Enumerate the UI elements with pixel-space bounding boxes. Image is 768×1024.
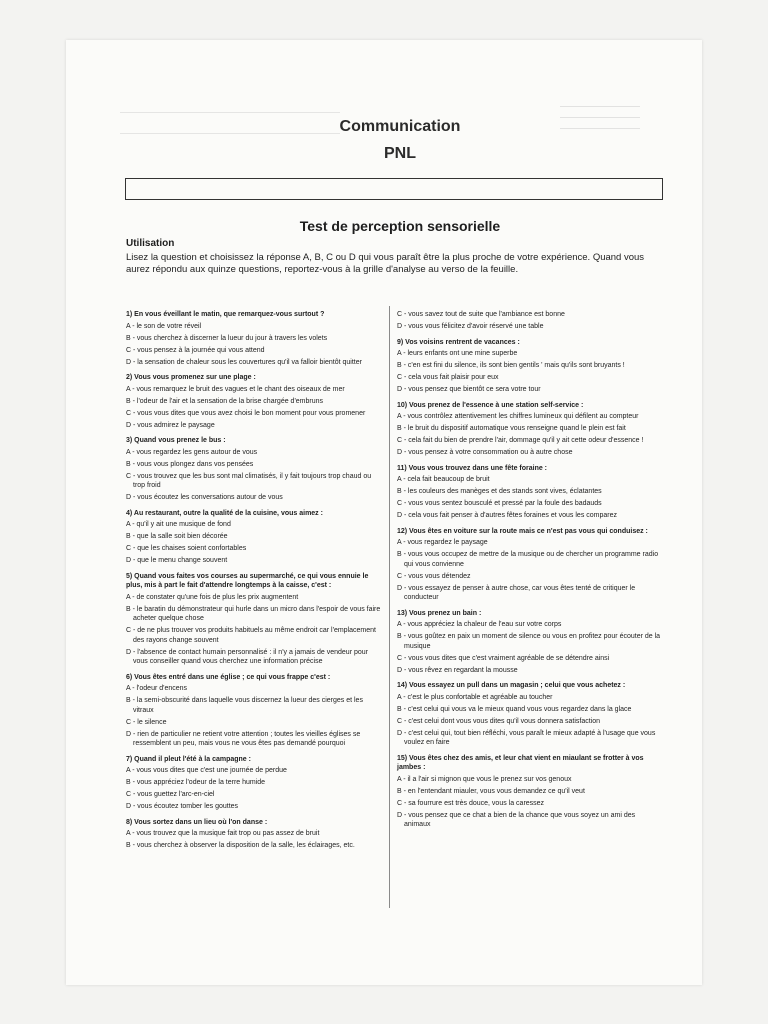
- question-title: 7) Quand il pleut l'été à la campagne :: [126, 755, 251, 763]
- question-title: 14) Vous essayez un pull dans un magasin ; celui que vous achetez :: [397, 682, 626, 689]
- answer-option: A - vous contrôlez attentivement les chiffres lumineux qui défilent au compteur: [397, 413, 639, 420]
- question-title: 9) Vos voisins rentrent de vacances :: [397, 338, 520, 346]
- answer-option: A - vous regardez les gens autour de vous: [126, 448, 258, 456]
- question-title: 6) Vous êtes entré dans une église ; ce qui vous frappe c'est :: [126, 673, 331, 681]
- answer-option: B - vous vous occupez de mettre de la musique ou de chercher un programme radio qui vous convienne: [397, 551, 659, 568]
- answer-option: C - vous vous dites que c'est vraiment agréable de se détendre ainsi: [397, 654, 610, 662]
- question-block: [397, 401, 663, 458]
- answer-option: B - le baratin du démonstrateur qui hurle dans un micro dans l'espoir de vous faire acheter quelque chose: [126, 605, 381, 622]
- question-title: 8) Vous sortez dans un lieu où l'on danse :: [126, 818, 268, 826]
- answer-option: D - que le menu change souvent: [126, 557, 228, 564]
- answer-option: B - vous vous plongez dans vos pensées: [126, 460, 254, 468]
- answer-option: C - cela fait du bien de prendre l'air, dommage qu'il y ait cette odeur d'essence !: [397, 437, 644, 444]
- usage-instructions: Lisez la question et choisissez la réponse A, B, C ou D qui vous paraît être la plus proche de votre expérience. Quand vous aurez répondu aux quinze questions, reportez-vous à la grille d'analyse au verso de la feuille.: [126, 252, 645, 275]
- question-title: 2) Vous vous promenez sur une plage :: [126, 374, 256, 381]
- answer-option: D - c'est celui qui, tout bien réfléchi, vous paraît le mieux adapté à l'usage que vous voulez en faire: [397, 729, 656, 746]
- answer-option: C - vous vous détendez: [397, 572, 471, 580]
- question-block: [397, 527, 663, 603]
- question-title: 4) Au restaurant, outre la qualité de la cuisine, vous aimez :: [126, 509, 323, 517]
- document-title: Communication: [339, 118, 461, 135]
- answer-option: D - vous écoutez les conversations autour de vous: [126, 494, 283, 501]
- question-title: 5) Quand vous faites vos courses au supermarché, ce qui vous ennuie le plus, mis à part le fait d'attendre longtemps à la caisse, c'est :: [126, 572, 369, 589]
- question-block: [126, 673, 381, 749]
- answer-option: B - la semi-obscurité dans laquelle vous discernez la lueur des cierges et les vitraux: [126, 697, 363, 714]
- question-block: [126, 436, 381, 503]
- answer-option: C - de ne plus trouver vos produits habituels au même endroit car l'emplacement des rayons change souvent: [126, 627, 376, 644]
- answer-option: A - il a l'air si mignon que vous le prenez sur vos genoux: [397, 775, 572, 783]
- answer-option: C - vous vous sentez bousculé et pressé par la foule des badauds: [397, 500, 602, 507]
- answer-option: C - vous guettez l'arc-en-ciel: [126, 791, 215, 798]
- answer-option: B - vous cherchez à observer la disposition de la salle, les éclairages, etc.: [126, 842, 355, 849]
- answer-option: C - vous trouvez que les bus sont mal climatisés, il y fait toujours trop chaud ou trop froid: [126, 472, 372, 489]
- answer-option: C - sa fourrure est très douce, vous la caressez: [397, 799, 545, 807]
- answer-option: B - c'en est fini du silence, ils sont bien gentils ' mais qu'ils sont bruyants !: [397, 362, 625, 369]
- answer-option: B - vous cherchez à discerner la lueur du jour à travers les volets: [126, 334, 328, 342]
- answer-option: B - c'est celui qui vous va le mieux quand vous vous regardez dans la glace: [397, 705, 632, 713]
- answer-option: A - vous trouvez que la musique fait trop ou pas assez de bruit: [126, 830, 320, 837]
- question-block: [397, 464, 663, 521]
- document-subtitle: PNL: [384, 145, 416, 162]
- answer-option: A - vous vous dites que c'est une journée de perdue: [126, 767, 287, 774]
- answer-option: A - leurs enfants ont une mine superbe: [397, 350, 518, 357]
- question-block: [126, 509, 381, 566]
- column-divider: [389, 306, 390, 908]
- answer-option: D - rien de particulier ne retient votre attention ; toutes les vieilles églises se ressemblent un peu, mais vous ne vous êtes pas demandé pourquoi: [126, 730, 361, 747]
- answer-option: C - vous vous dites que vous avez choisi le bon moment pour vous promener: [126, 409, 366, 417]
- answer-option: A - vous remarquez le bruit des vagues et le chant des oiseaux de mer: [126, 385, 345, 393]
- answer-option: D - vous pensez que ce chat a bien de la chance que vous soyez un ami des animaux: [397, 811, 636, 828]
- answer-option: D - vous essayez de penser à autre chose, car vous êtes tenté de critiquer le conducteur: [397, 584, 636, 601]
- answer-option: D - vous vous félicitez d'avoir réservé une table: [397, 323, 544, 330]
- answer-option: A - l'odeur d'encens: [126, 685, 188, 692]
- answer-option: D - vous admirez le paysage: [126, 421, 215, 429]
- bleed-through-marks: [560, 100, 640, 129]
- question-title: 1) En vous éveillant le matin, que remarquez-vous surtout ?: [126, 311, 325, 318]
- answer-option: B - vous goûtez en paix un moment de silence ou vous en profitez pour écouter de la musique: [397, 633, 661, 650]
- test-title: Test de perception sensorielle: [299, 218, 501, 234]
- answer-option: A - cela fait beaucoup de bruit: [397, 476, 490, 483]
- answer-option: D - l'absence de contact humain personnalisé : il n'y a jamais de vendeur pour vous conseiller quand vous cherchez une information précise: [126, 648, 368, 665]
- answer-option: B - les couleurs des manèges et des stands sont vives, éclatantes: [397, 488, 602, 495]
- questions-right-column: [397, 310, 663, 836]
- answer-option: A - vous regardez le paysage: [397, 539, 488, 546]
- question-block: [397, 338, 663, 395]
- usage-heading: Utilisation: [126, 238, 175, 249]
- answer-option: C - que les chaises soient confortables: [126, 545, 247, 552]
- name-box: [125, 178, 663, 200]
- answer-option: D - vous pensez à votre consommation ou à autre chose: [397, 449, 573, 456]
- answer-option: A - c'est le plus confortable et agréable au toucher: [397, 693, 553, 701]
- answer-option: A - vous appréciez la chaleur de l'eau sur votre corps: [397, 621, 562, 628]
- question-title: 3) Quand vous prenez le bus :: [126, 437, 226, 444]
- answer-option: A - le son de votre réveil: [126, 322, 202, 330]
- question-block: [397, 609, 663, 676]
- answer-option: D - cela vous fait penser à d'autres fêtes foraines et vous les comparez: [397, 512, 618, 519]
- question-block: [126, 310, 381, 367]
- answer-option: B - le bruit du dispositif automatique vous renseigne quand le plein est fait: [397, 425, 626, 432]
- question-title: 11) Vous vous trouvez dans une fête foraine :: [397, 464, 548, 472]
- question-block: [397, 310, 663, 332]
- answer-option: C - le silence: [126, 718, 167, 726]
- answer-option: C - cela vous fait plaisir pour eux: [397, 374, 499, 381]
- question-block: [397, 681, 663, 748]
- answer-option: B - l'odeur de l'air et la sensation de la brise chargée d'embruns: [126, 397, 324, 405]
- answer-option: D - vous écoutez tomber les gouttes: [126, 803, 239, 810]
- questions-left-column: [126, 310, 381, 857]
- question-block: [126, 818, 381, 851]
- question-block: [126, 373, 381, 430]
- question-block: [126, 572, 381, 667]
- answer-option: A - de constater qu'une fois de plus les prix augmentent: [126, 593, 299, 601]
- answer-option: B - en l'entendant miauler, vous vous demandez ce qu'il veut: [397, 787, 585, 795]
- answer-option: C - vous pensez à la journée qui vous attend: [126, 346, 265, 354]
- answer-option: D - la sensation de chaleur sous les couvertures qu'il va falloir bientôt quitter: [126, 358, 362, 366]
- answer-option: B - vous appréciez l'odeur de la terre humide: [126, 779, 266, 786]
- question-title: 15) Vous êtes chez des amis, et leur chat vient en miaulant se frotter à vos jambes :: [397, 754, 644, 771]
- question-block: [126, 755, 381, 812]
- question-block: [397, 754, 663, 830]
- answer-option: B - que la salle soit bien décorée: [126, 533, 228, 540]
- question-title: 12) Vous êtes en voiture sur la route mais ce n'est pas vous qui conduisez :: [397, 527, 648, 535]
- question-title: 10) Vous prenez de l'essence à une station self-service :: [397, 401, 584, 409]
- answer-option: C - c'est celui dont vous vous dites qu'il vous donnera satisfaction: [397, 717, 601, 725]
- answer-option: D - vous rêvez en regardant la mousse: [397, 666, 518, 674]
- answer-option: C - vous savez tout de suite que l'ambiance est bonne: [397, 311, 565, 318]
- question-title: 13) Vous prenez un bain :: [397, 609, 482, 617]
- answer-option: A - qu'il y ait une musique de fond: [126, 521, 231, 528]
- answer-option: D - vous pensez que bientôt ce sera votre tour: [397, 386, 541, 393]
